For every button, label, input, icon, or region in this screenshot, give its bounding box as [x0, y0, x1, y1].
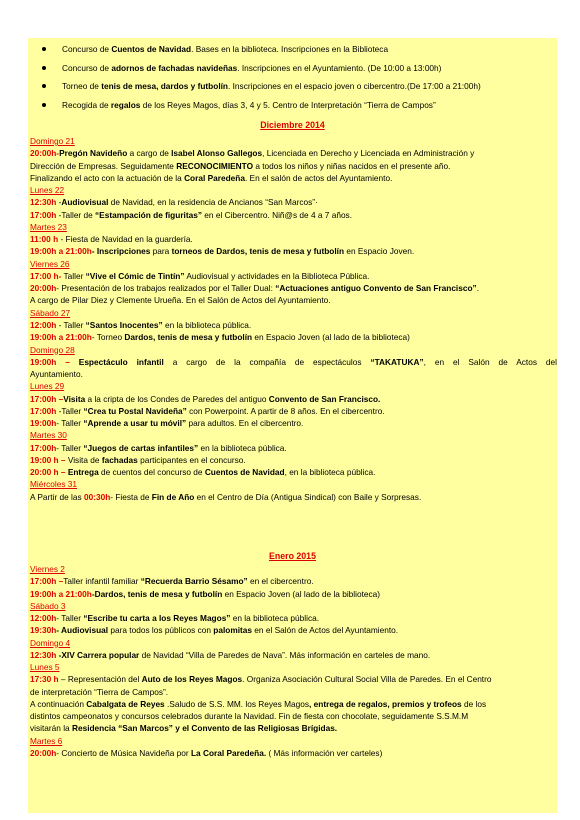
time-label: 17:00h [30, 209, 57, 220]
text-run: Taller [61, 270, 86, 281]
highlight-text: tenis de mesa, dardos y futbolín [101, 81, 229, 91]
text-run: . Bases en la biblioteca. Inscripciones en la Biblioteca [191, 44, 389, 54]
text-run: a cargo de la compañía de espectáculos [163, 356, 371, 367]
event-line [28, 209, 557, 221]
text-run: Torneo de [62, 81, 102, 91]
text-run: en el Salón de Actos del Ayuntamiento. [252, 625, 399, 636]
text-run: en el cibercentro. [247, 576, 314, 587]
text-run: . En el salón de actos del Ayuntamiento. [244, 172, 393, 183]
event-line [28, 270, 557, 282]
event-line [28, 698, 557, 710]
day-heading: Lunes 5 [30, 662, 60, 673]
day-heading: Lunes 29 [30, 381, 65, 392]
text-run: , Licenciada en Derecho y Licenciada en Administración y [262, 148, 475, 159]
text-run: - Torneo [91, 332, 125, 343]
text-run: . Organiza Asociación Cultural Social Villa de Paredes. En el Centro [242, 674, 492, 685]
highlight-text: palomitas [213, 625, 252, 636]
event-line [28, 405, 557, 417]
highlight-text: - Audiovisual [56, 625, 109, 636]
highlight-text: “Crea tu Postal Navideña” [83, 405, 187, 416]
event-line [28, 673, 557, 685]
month-heading-january: Enero 2015 [269, 551, 316, 561]
event-line [28, 319, 557, 331]
text-run [70, 357, 79, 367]
text-run: - Taller [56, 418, 84, 429]
highlight-text: Convento de San Francisco. [268, 393, 381, 404]
bullet-dot-icon [42, 84, 46, 88]
text-run: - Fiesta de [110, 491, 152, 502]
event-line [28, 710, 557, 722]
text-run: , en la biblioteca pública. [284, 467, 376, 478]
event-line [28, 649, 557, 661]
highlight-text: “Juegos de cartas infantiles” [83, 442, 199, 453]
time-label: 17:00h [30, 405, 57, 416]
time-label: 19:00h a 21:00h [30, 246, 92, 257]
time-label: 19:30h [30, 625, 57, 636]
time-label: 19:00h a 21:00h [30, 588, 92, 599]
event-line [28, 368, 557, 380]
event-line [28, 233, 557, 245]
text-run: . Inscripciones en el Ayuntamiento. (De 10:00 a 13:00h) [237, 62, 442, 73]
text-run: para adultos. En el cibercentro. [186, 418, 304, 429]
text-run: , en el Salón de Actos del [423, 356, 558, 367]
text-run: . Inscripciones en el espacio joven o cibercentro.(De 17:00 a 21:00h) [228, 81, 481, 91]
text-run: en Espacio Joven (al lado de la biblioteca) [222, 588, 381, 599]
text-run: en Espacio Joven (al lado de la biblioteca) [252, 332, 410, 343]
text-run: -Taller [56, 405, 84, 416]
highlight-text: “Vive el Cómic de Tintín” [85, 270, 185, 281]
highlight-text: Visita [63, 393, 86, 404]
text-run: con Powerpoint. A partir de 8 años. En el cibercentro. [186, 405, 385, 416]
time-label: 19:00h [30, 418, 57, 429]
text-run: de los [461, 698, 487, 709]
text-run: - Taller [56, 613, 84, 624]
event-line [28, 393, 557, 405]
text-run: . [476, 283, 479, 294]
text-run: para [150, 246, 172, 257]
bullet-item [28, 40, 557, 59]
text-run: A continuación [30, 698, 87, 709]
text-run: a cargo de [127, 148, 172, 159]
december-schedule [28, 135, 557, 503]
highlight-text: Isabel Alonso Gallegos [171, 148, 263, 159]
text-run: en el Cibercentro. Niñ@s de 4 a 7 años. [202, 209, 353, 220]
event-line [28, 245, 557, 257]
highlight-text: “Recuerda Barrio Sésamo” [140, 576, 248, 587]
text-run: de Navidad “Villa de Paredes de Nava”. Más información en carteles de mano. [139, 649, 431, 660]
day-heading: Domingo 28 [30, 344, 75, 355]
event-line [28, 147, 557, 159]
highlight-text: Cuentos de Navidad [111, 44, 192, 54]
bullet-list [28, 40, 557, 114]
event-line [28, 160, 557, 172]
text-run: de cuentos del concurso de [98, 467, 205, 478]
day-heading: Viernes 26 [30, 258, 70, 269]
event-line [28, 624, 557, 636]
event-line [28, 442, 557, 454]
bullet-dot-icon [42, 47, 46, 51]
text-run: A Partir de las [30, 491, 84, 502]
text-run: a todos los niños y niñas nacidos en el presente año. [253, 160, 451, 171]
time-label: 20:00h [30, 747, 57, 758]
time-label: 17:00 h- [30, 270, 62, 281]
highlight-text: “TAKATUKA” [370, 356, 424, 367]
text-run: - Taller [56, 442, 84, 453]
highlight-text: La Coral Paredeña. [190, 747, 267, 758]
event-line [28, 294, 557, 306]
text-run: -Taller de [56, 209, 96, 220]
event-line [28, 466, 557, 478]
highlight-text: Residencia “San Marcos” [71, 723, 173, 734]
text-run: de Navidad, en la residencia de Ancianos “San Marcos”· [108, 197, 318, 208]
highlight-text: , entrega de regalos, premios y trofeos [309, 698, 462, 709]
text-run: .Saludo de S.S. MM. los Reyes Magos [164, 698, 310, 709]
text-run: de interpretación “Tierra de Campos”. [30, 686, 169, 697]
highlight-text: Cabalgata de Reyes [86, 698, 165, 709]
day-heading: Sábado 3 [30, 600, 66, 611]
text-run: - [56, 197, 62, 208]
text-run: en la biblioteca pública. [230, 613, 320, 624]
time-label: 12:00h [30, 319, 57, 330]
highlight-text: -Dardos, tenis de mesa y futbolín [91, 588, 223, 599]
highlight-text: - Inscripciones [91, 246, 151, 257]
time-label: 12:30h [30, 197, 57, 208]
bullet-item [28, 59, 557, 78]
highlight-text: Auto de los Reyes Magos [141, 674, 243, 685]
highlight-text: Pregón Navideño [59, 148, 128, 159]
text-run: visitarán la [30, 723, 72, 734]
text-run: distintos campeonatos y concursos celebrados durante la Navidad. Fin de fiesta con chocolate, seguidamente S.S.M.M [30, 711, 469, 722]
text-run: Concurso de [62, 44, 112, 54]
event-line [28, 417, 557, 429]
highlight-text: -XIV Carrera popular [56, 649, 140, 660]
time-label: 19:00h – [30, 356, 70, 367]
day-heading: Viernes 2 [30, 564, 65, 574]
highlight-text: “Estampación de figuritas” [95, 209, 202, 220]
text-run: Visita de [65, 454, 102, 465]
day-heading: Martes 30 [30, 430, 67, 441]
time-label: 20:00h- [30, 148, 60, 159]
january-schedule [28, 563, 557, 759]
highlight-text: Entrega [65, 467, 99, 478]
day-heading: Martes 23 [30, 221, 67, 232]
highlight-text: “Escribe tu carta a los Reyes Magos” [83, 613, 231, 624]
time-label: 00:30h [83, 491, 111, 502]
time-label: 17:30 h [30, 674, 59, 685]
program-sheet [28, 38, 557, 813]
bullet-item [28, 96, 557, 115]
event-line [28, 612, 557, 624]
event-line [28, 172, 557, 184]
event-line [28, 575, 557, 587]
event-line [28, 196, 557, 208]
text-run: ( Más información ver carteles) [266, 747, 383, 758]
highlight-text: Fin de Año [151, 491, 195, 502]
event-line [28, 588, 557, 600]
event-line [28, 454, 557, 466]
time-label: 12:30h [30, 649, 57, 660]
time-label: 17:00h [30, 442, 57, 453]
highlight-text: Dardos, tenis de mesa y futbolín [124, 332, 253, 343]
time-label: 17:00h – [30, 393, 64, 404]
time-label: 20:00h [30, 283, 57, 294]
month-heading-december: Diciembre 2014 [260, 120, 325, 130]
event-line [28, 331, 557, 343]
text-run: – Representación del [58, 674, 142, 685]
text-run: en el Centro de Día (Antigua Sindical) con Baile y Sorpresas. [194, 491, 422, 502]
event-line [28, 491, 557, 503]
text-run: de los Reyes Magos, días 3, 4 y 5. Centro de Interpretación “Tierra de Campos” [140, 99, 436, 110]
text-run: Ayuntamiento. [30, 369, 83, 380]
day-heading: Lunes 22 [30, 185, 65, 196]
text-run: - Fiesta de Navidad en la guardería. [58, 234, 193, 245]
time-label: 19:00h a 21:00h [30, 332, 92, 343]
text-run: Audiovisual y actividades en la Biblioteca Pública. [184, 270, 370, 281]
highlight-text: “Santos Inocentes” [85, 319, 163, 330]
highlight-text: torneos de Dardos, tenis de mesa y futbolín [171, 246, 345, 257]
text-run: a la cripta de los Condes de Paredes del antiguo [85, 393, 269, 404]
text-run: participantes en el concurso. [137, 454, 246, 465]
bullet-dot-icon [42, 66, 46, 70]
highlight-text: fachadas [101, 454, 138, 465]
day-heading: Miércoles 31 [30, 479, 78, 490]
time-label: 17:00h – [30, 576, 64, 587]
day-heading: Martes 6 [30, 735, 63, 746]
text-run: Finalizando el acto con la actuación de la [30, 172, 185, 183]
text-run: para todos los públicos con [108, 625, 214, 636]
text-run: Recogida de [62, 99, 111, 110]
text-run: en la biblioteca pública. [198, 442, 287, 453]
bullet-item [28, 77, 557, 96]
time-label: 20:00 h – [30, 467, 66, 478]
text-run: - Taller [56, 319, 86, 330]
highlight-text: “Actuaciones antiguo Convento de San Francisco” [275, 283, 477, 294]
text-run: A cargo de Pilar Diez y Clemente Urueña. En el Salón de Actos del Ayuntamiento. [30, 295, 331, 306]
text-run: Taller infantil familiar [63, 576, 141, 587]
highlight-text: Coral Paredeña [184, 172, 245, 183]
highlight-text: Espectáculo infantil [78, 356, 164, 367]
text-run: en Espacio Joven. [344, 246, 415, 257]
time-label: 11:00 h [30, 234, 59, 245]
event-line [28, 722, 557, 734]
text-run: Dirección de Empresas. Seguidamente [30, 160, 177, 171]
event-line [28, 356, 557, 368]
day-heading: Domingo 21 [30, 136, 75, 146]
event-line [28, 282, 557, 294]
text-run: - Concierto de Música Navideña por [56, 747, 191, 758]
highlight-text: Audiovisual [61, 197, 109, 208]
highlight-text: adornos de fachadas navideñas [111, 62, 238, 73]
highlight-text: “Aprende a usar tu móvil” [83, 418, 187, 429]
text-run: - Presentación de los trabajos realizados por el Taller Dual: [56, 283, 276, 294]
highlight-text: Cuentos de Navidad [204, 467, 285, 478]
highlight-text: regalos [110, 99, 141, 110]
time-label: 19:00 h – [30, 454, 66, 465]
event-line [28, 747, 557, 759]
day-heading: Domingo 4 [30, 637, 71, 648]
bullet-dot-icon [42, 103, 46, 107]
event-line [28, 686, 557, 698]
day-heading: Sábado 27 [30, 307, 71, 318]
text-run: Concurso de [62, 62, 112, 73]
highlight-text: RECONOCIMIENTO [176, 160, 254, 171]
text-run: en la biblioteca pública. [162, 319, 252, 330]
highlight-text: y el Convento de las Religiosas Brígidas. [172, 723, 338, 734]
time-label: 12:00h [30, 613, 57, 624]
